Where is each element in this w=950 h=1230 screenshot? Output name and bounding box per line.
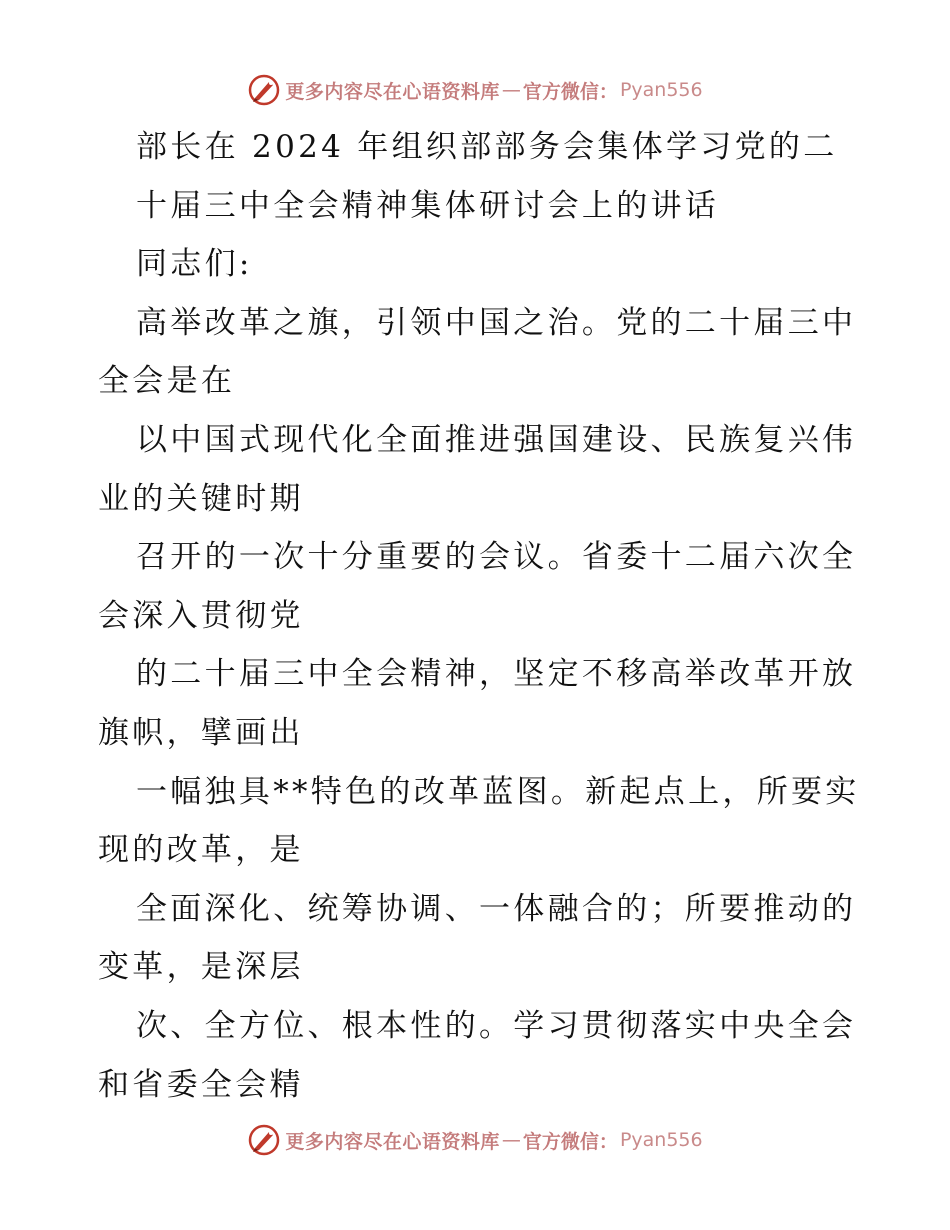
watermark-wechat-id: Pyan556 <box>619 79 703 101</box>
document-line: 会深入贯彻党 <box>98 597 304 634</box>
watermark-main-text: 更多内容尽在心语资料库 <box>285 80 500 103</box>
watermark-separator: — <box>501 1129 521 1151</box>
pen-circle-icon <box>247 73 281 107</box>
document-line: 全面深化、统筹协调、一体融合的；所要推动的 <box>136 890 857 927</box>
watermark-main-text: 更多内容尽在心语资料库 <box>285 1130 500 1153</box>
document-line: 次、全方位、根本性的。学习贯彻落实中央全会 <box>136 1007 857 1044</box>
document-line: 十届三中全会精神集体研讨会上的讲话 <box>136 187 720 224</box>
document-line: 召开的一次十分重要的会议。省委十二届六次全 <box>136 539 857 576</box>
document-line: 的二十届三中全会精神，坚定不移高举改革开放 <box>136 656 857 693</box>
watermark-wechat-label: 官方微信： <box>522 1130 618 1153</box>
header-watermark <box>0 70 950 110</box>
document-line: 以中国式现代化全面推进强国建设、民族复兴伟 <box>136 421 857 458</box>
document-line: 同志们: <box>136 246 253 283</box>
document-line: 变革，是深层 <box>98 949 304 986</box>
watermark-separator: — <box>501 79 521 101</box>
document-line: 业的关键时期 <box>98 480 304 517</box>
document-line: 高举改革之旗，引领中国之治。党的二十届三中 <box>136 304 857 341</box>
document-line: 一幅独具**特色的改革蓝图。新起点上，所要实 <box>136 773 860 810</box>
document-line: 全会是在 <box>98 363 236 400</box>
footer-watermark <box>0 1120 950 1160</box>
document-line: 现的改革，是 <box>98 832 304 869</box>
document-body <box>98 118 858 1114</box>
watermark-wechat-label: 官方微信： <box>522 80 618 103</box>
document-line: 部长在 2024 年组织部部务会集体学习党的二 <box>136 129 838 165</box>
watermark-wechat-id: Pyan556 <box>619 1129 703 1151</box>
pen-circle-icon <box>247 1123 281 1157</box>
document-line: 旗帜，擘画出 <box>98 714 304 751</box>
document-line: 和省委全会精 <box>98 1066 304 1103</box>
